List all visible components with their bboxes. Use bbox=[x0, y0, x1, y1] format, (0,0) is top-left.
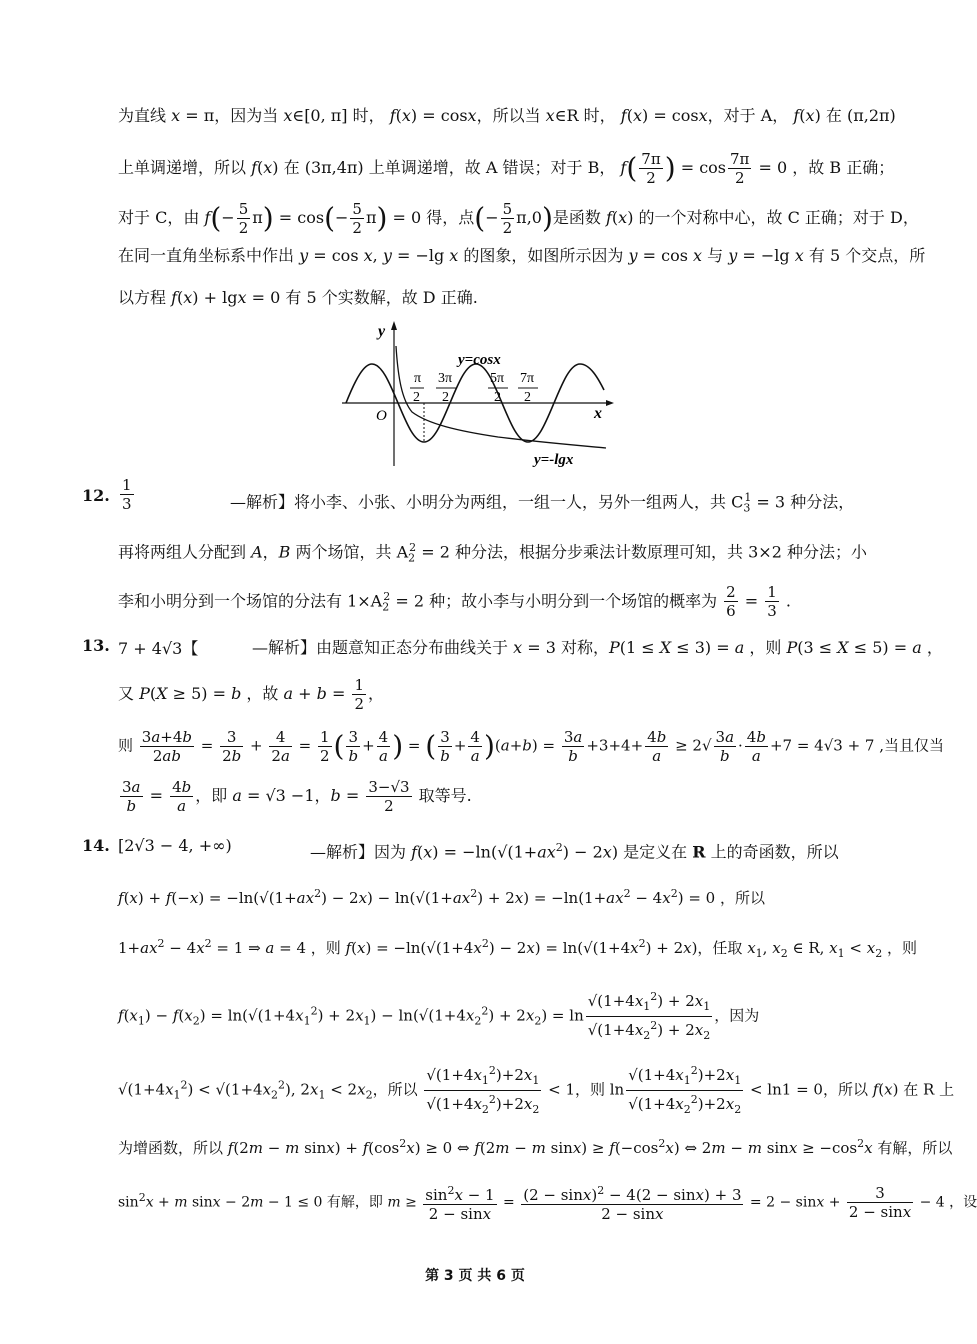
q13-line-2: 又 P(X ≥ 5) = b ，故 a + b = $\frac{1}{2}$ ， bbox=[118, 676, 385, 713]
q12-line-1: —解析】将小李、小张、小明分为两组，一组一人，另外一组两人，共 $C_3^1 = 3$ 种分法， bbox=[230, 491, 855, 515]
q14-line-1: —解析】因为 $f(x) = -\ln(√(1+ax^2) - 2x)$ 是定义在 R 上的奇函数，所以 bbox=[310, 841, 839, 862]
q12-line-2: 再将两组人分配到 A，B 两个场馆，共 $A_2^2 = 2$ 种分法，根据分步乘法计数原理可知，共 3×2 种分法；小 bbox=[118, 541, 867, 565]
lg-curve-label: y=-lgx bbox=[534, 452, 574, 468]
svg-text:5π: 5π bbox=[490, 371, 505, 386]
svg-text:2: 2 bbox=[413, 390, 420, 405]
svg-text:3π: 3π bbox=[438, 371, 453, 386]
q14-line-5: $√(1+4x_1^2) < √(1+4x_2^2)$, $2x_1 < 2x_2$，所以 $\frac{√(1+4x_1^2)+2x_1}{√(1+4x_2^2)+2x_2}$ < 1，则 ln $\frac{√(1+4x_1^2)+2x_1}{√(1+4x_2^2)+2x_2}$ < ln1 = 0，所以 f(x) 在 R 上 bbox=[118, 1064, 955, 1116]
q13-number: 13. bbox=[82, 636, 110, 655]
q14-line-6: 为增函数，所以 f(2m − m $\sin x) + f(\cos^2x) \ge 0$ ⇔ f(2m − m $\sin x) \ge f(-\cos^2x)$ ⇔ 2m − m $\sin x \ge -\cos^2x$ 有解，所以 bbox=[118, 1137, 953, 1157]
q11-line-1: 为直线 x = π，因为当 x∈[0, π] 时， f(x) = cosx，所以当 x∈R 时， f(x) = cosx，对于 A， f(x) 在 (π,2π) bbox=[118, 106, 896, 125]
q11-line-3: 对于 C，由 f(− $\frac{5}{2}$ π) = cos(− $\frac{5}{2}$ π) = 0 得，点(− $\frac{5}{2}$ π,0)是函数 f(x) 的一个对称中心，故 C 正确；对于 D， bbox=[118, 200, 919, 237]
origin-label: O bbox=[376, 408, 387, 424]
q12-answer: $\frac{1}{3}$ bbox=[122, 476, 132, 513]
cos-lg-figure bbox=[338, 318, 618, 468]
svg-text:2: 2 bbox=[442, 390, 449, 405]
x-axis-label: x bbox=[594, 405, 602, 422]
cos-curve-label: y=cosx bbox=[458, 352, 501, 368]
q11-line-4: 在同一直角坐标系中作出 y = cos x, y = −lg x 的图象，如图所示因为 y = cos x 与 y = −lg x 有 5 个交点，所 bbox=[118, 246, 926, 265]
y-axis-label: y bbox=[378, 323, 386, 340]
q13-line-4: $\frac{3a}{b}$ = $\frac{4b}{a}$ ，即 a = √3 −1，b = $\frac{3-√3}{2}$ 取等号. bbox=[122, 778, 472, 815]
tick-label-7pi-over-2 bbox=[518, 371, 538, 405]
q14-number: 14. bbox=[82, 836, 110, 855]
q12-line-3: 李和小明分到一个场馆的分法有 $1\times A_2^2 = 2$ 种；故小李与小明分到一个场馆的概率为 $\frac{2}{6}$ = $\frac{1}{3}$ . bbox=[118, 583, 792, 621]
q13-answer: 7 + 4√3【 bbox=[118, 639, 199, 658]
q13-line-3: 则 $\frac{3a+4b}{2ab}$ = $\frac{3}{2b}$ + $\frac{4}{2a}$ = $\frac{1}{2}$ ( $\frac{3}{b}$ + $\frac{4}{a}$ ) = ( $\frac{3}{b}$ + $\frac{4}{a}$ )(a+b) = $\frac{3a}{b}$ +3+4+ $\frac{4b}{a}$ ≥ 2√ $\frac{3a}{b}$ · $\frac{4b}{a}$ +7 = 4√3 + 7 ,当且仅当 bbox=[118, 728, 944, 765]
q11-line-2: 上单调递增，所以 f(x) 在 (3π,4π) 上单调递增，故 A 错误；对于 B， f( $\frac{7\pi}{2}$ ) = cos $\frac{7\pi}{2}$ = 0 ，故 B 正确； bbox=[118, 150, 895, 187]
q11-line-5: 以方程 f(x) + lgx = 0 有 5 个实数解，故 D 正确. bbox=[118, 288, 478, 307]
tick-label-3pi-over-2 bbox=[436, 371, 456, 405]
q14-line-2: $f(x) + f(-x) = -\ln(√(1+ax^2) - 2x) - \ln(√(1+ax^2) + 2x) = -\ln(1+ax^2 - 4x^2) = 0$ ，所以 bbox=[118, 887, 765, 907]
q13-line-1: —解析】由题意知正态分布曲线关于 x = 3 对称，P(1 ≤ X ≤ 3) = a ，则 P(3 ≤ X ≤ 5) = a ， bbox=[252, 638, 943, 657]
tick-label-pi-over-2 bbox=[410, 371, 424, 405]
q14-line-3: $1+ax^2 - 4x^2 = 1$ ⇒ a = 4 ，则 $f(x) = -\ln(√(1+4x^2) - 2x) = \ln(√(1+4x^2) + 2x)$，任取 $x_1$, $x_2$ ∈ R, $x_1 < x_2$ ，则 bbox=[118, 937, 917, 960]
q14-line-4: $f(x_1) - f(x_2) = \ln(√(1+4x_1^2) + 2x_1) - \ln(√(1+4x_2^2) + 2x_2) = \ln$ $\frac{√(1+4x_1^2) + 2x_1}{√(1+4x_2^2) + 2x_2}$ ，因为 bbox=[118, 990, 760, 1042]
q14-answer: [2√3 − 4, +∞) bbox=[118, 836, 232, 855]
page-footer: 第 3 页 共 6 页 bbox=[425, 1268, 525, 1284]
svg-text:2: 2 bbox=[494, 390, 501, 405]
svg-text:π: π bbox=[414, 371, 422, 386]
q12-number: 12. bbox=[82, 486, 110, 505]
q14-line-7: $\sin^2x + m$ sinx − 2m − 1 ≤ 0 有解，即 m ≥ $\frac{\sin^2x - 1}{2 - \sin x}$ = $\frac{(2 - \sin x)^2 - 4(2 - \sin x) + 3}{2 - \sin x}$ = 2 − sinx + $\frac{3}{2 - \sin x}$ − 4 ，设 bbox=[118, 1184, 977, 1224]
svg-text:2: 2 bbox=[524, 390, 531, 405]
lg-curve bbox=[396, 346, 606, 448]
svg-text:7π: 7π bbox=[520, 371, 535, 386]
tick-label-5pi-over-2 bbox=[488, 371, 508, 405]
